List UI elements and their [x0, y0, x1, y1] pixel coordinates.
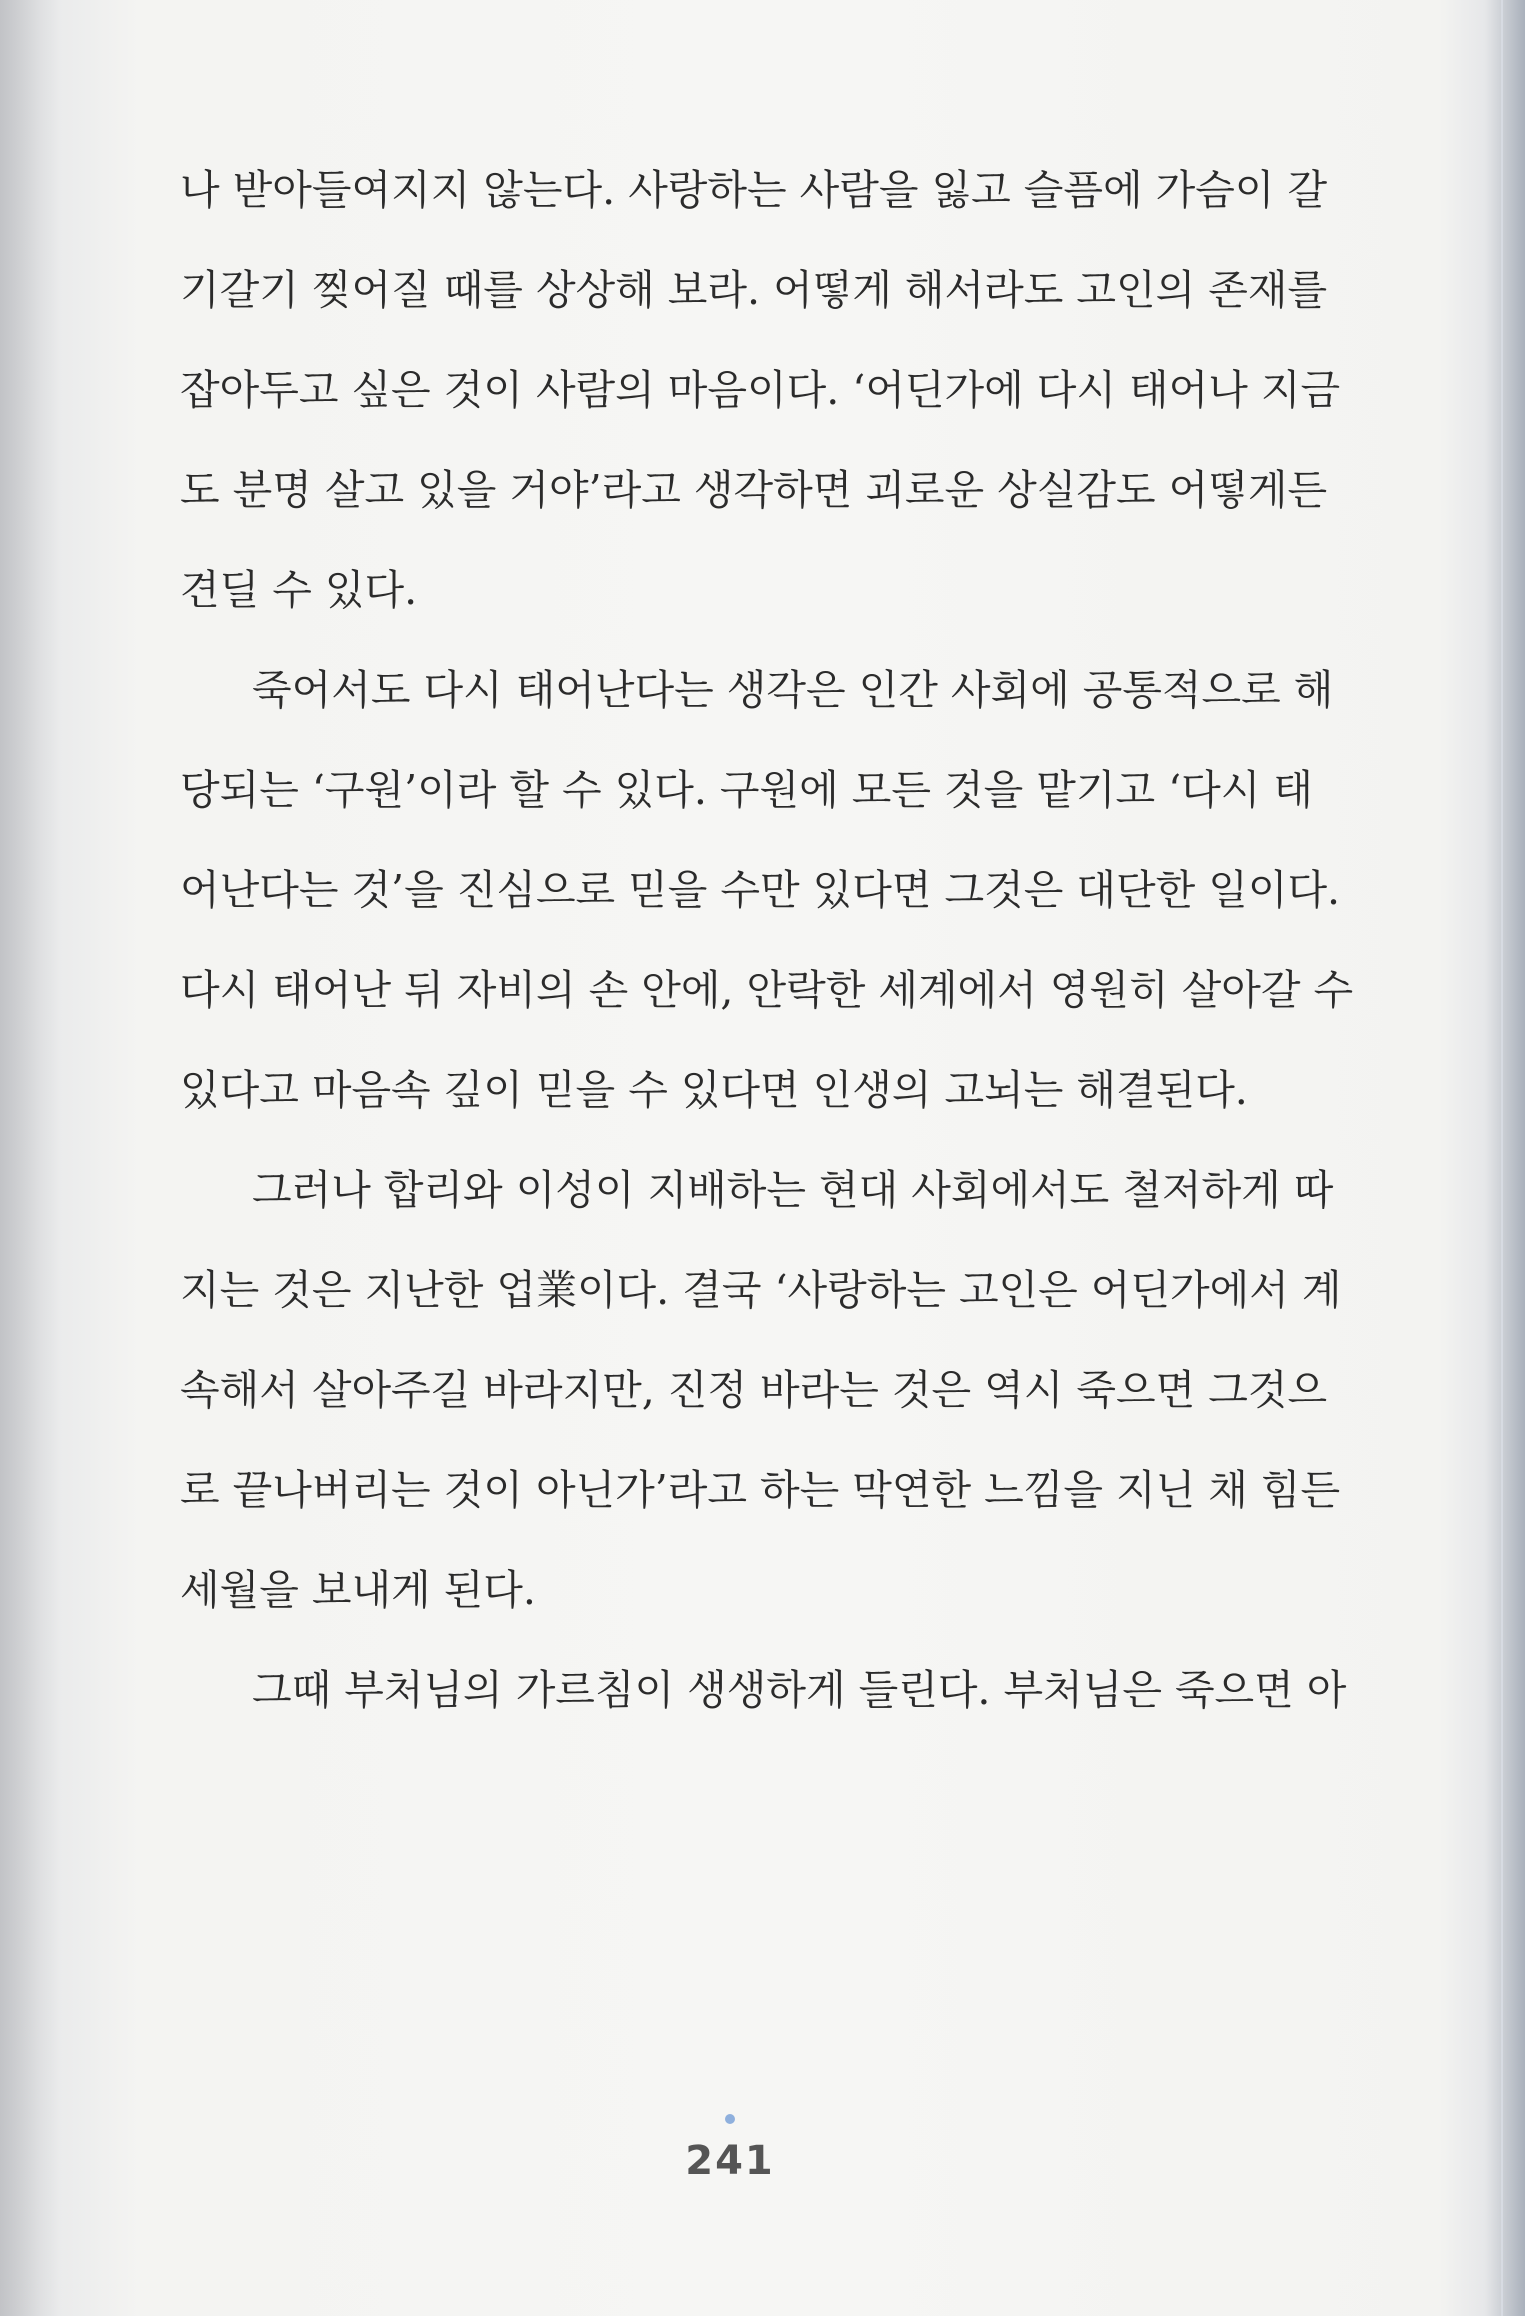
text-line: 도 분명 살고 있을 거야’라고 생각하면 괴로운 상실감도 어떻게든	[180, 466, 1328, 514]
text-line: 어난다는 것’을 진심으로 믿을 수만 있다면 그것은 대단한 일이다.	[180, 866, 1341, 914]
page-number: 241	[685, 2138, 775, 2184]
text-line: 그때 부처님의 가르침이 생생하게 들린다. 부처님은 죽으면 아	[252, 1666, 1347, 1714]
text-line: 당되는 ‘구원’이라 할 수 있다. 구원에 모든 것을 맡기고 ‘다시 태	[180, 766, 1313, 814]
text-line: 속해서 살아주길 바라지만, 진정 바라는 것은 역시 죽으면 그것으	[180, 1366, 1328, 1414]
page-marker-dot	[725, 2114, 735, 2124]
text-line: 죽어서도 다시 태어난다는 생각은 인간 사회에 공통적으로 해	[252, 666, 1334, 714]
text-line: 기갈기 찢어질 때를 상상해 보라. 어떻게 해서라도 고인의 존재를	[180, 266, 1328, 314]
text-line: 나 받아들여지지 않는다. 사랑하는 사람을 잃고 슬픔에 가슴이 갈	[180, 166, 1328, 214]
text-line: 지는 것은 지난한 업業이다. 결국 ‘사랑하는 고인은 어딘가에서 계	[180, 1266, 1342, 1314]
page-edge	[1501, 0, 1503, 2316]
text-line: 다시 태어난 뒤 자비의 손 안에, 안락한 세계에서 영원히 살아갈 수	[180, 966, 1354, 1014]
text-line: 견딜 수 있다.	[180, 566, 418, 614]
text-line: 로 끝나버리는 것이 아닌가’라고 하는 막연한 느낌을 지닌 채 힘든	[180, 1466, 1341, 1514]
text-line: 세월을 보내게 된다.	[180, 1566, 536, 1614]
text-line: 있다고 마음속 깊이 믿을 수 있다면 인생의 고뇌는 해결된다.	[180, 1066, 1248, 1114]
text-line: 그러나 합리와 이성이 지배하는 현대 사회에서도 철저하게 따	[252, 1166, 1334, 1214]
spine-shadow	[0, 0, 60, 2316]
text-line: 잡아두고 싶은 것이 사람의 마음이다. ‘어딘가에 다시 태어나 지금	[180, 366, 1341, 414]
body-text	[180, 140, 1354, 1740]
